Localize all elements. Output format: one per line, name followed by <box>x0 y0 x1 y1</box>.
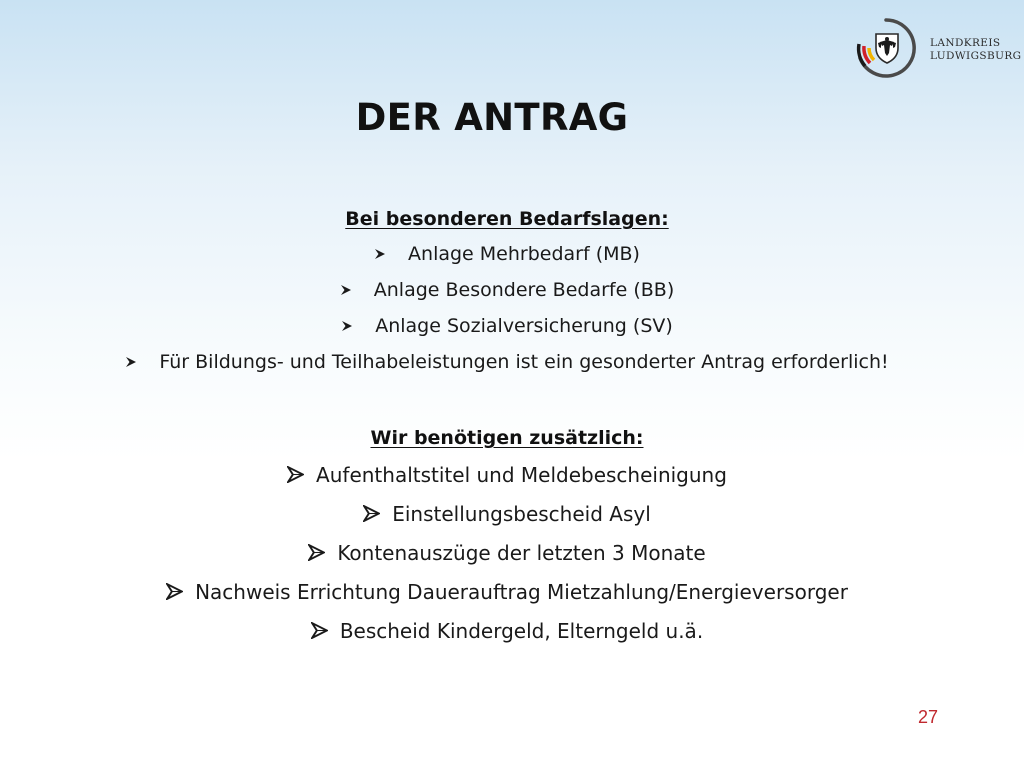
list-item-text: Für Bildungs- und Teilhabeleistungen ist ein gesonderter Antrag erforderlich! <box>159 351 889 373</box>
list-item-text: Anlage Besondere Bedarfe (BB) <box>373 279 675 301</box>
section-heading: Wir benötigen zusätzlich: <box>370 427 644 449</box>
list-item <box>0 272 1014 308</box>
slide-title: DER ANTRAG <box>355 96 629 139</box>
list-item <box>0 611 1014 650</box>
section-heading: Bei besonderen Bedarfslagen: <box>345 208 669 230</box>
section-special-needs <box>0 202 1014 380</box>
list-item <box>0 533 1014 572</box>
arrowhead-bullet-icon <box>166 583 183 600</box>
logo-text <box>930 37 1021 63</box>
logo-line-2: LUDWIGSBURG <box>930 50 1022 62</box>
section-additional-documents <box>0 421 1014 650</box>
list-item-text: Anlage Mehrbedarf (MB) <box>408 243 640 265</box>
list-item <box>0 494 1014 533</box>
list-item-text: Bescheid Kindergeld, Elterngeld u.ä. <box>339 618 704 643</box>
list-item-text: Einstellungsbescheid Asyl <box>392 501 651 526</box>
arrowhead-bullet-icon <box>308 544 325 561</box>
arrowhead-bullet-icon <box>340 284 352 296</box>
list-item <box>0 572 1014 611</box>
arrowhead-bullet-icon <box>311 622 328 639</box>
list-item-text: Kontenauszüge der letzten 3 Monate <box>337 540 706 565</box>
arrowhead-bullet-icon <box>341 320 353 332</box>
page-number: 27 <box>917 707 938 727</box>
logo-line-1: LANDKREIS <box>930 37 1001 49</box>
arrowhead-bullet-icon <box>287 466 304 483</box>
coat-of-arms-icon <box>854 16 918 80</box>
landkreis-logo <box>854 16 1022 80</box>
arrowhead-bullet-icon <box>363 505 380 522</box>
arrowhead-bullet-icon <box>374 248 386 260</box>
list-item <box>0 308 1014 344</box>
list-item <box>0 455 1014 494</box>
arrowhead-bullet-icon <box>125 356 137 368</box>
list-item <box>0 236 1014 272</box>
list-item-text: Anlage Sozialversicherung (SV) <box>375 315 673 337</box>
list-item-text: Nachweis Errichtung Dauerauftrag Mietzahlung/Energieversorger <box>195 579 848 604</box>
list-item-text: Aufenthaltstitel und Meldebescheinigung <box>316 462 727 487</box>
list-item <box>0 344 1014 380</box>
